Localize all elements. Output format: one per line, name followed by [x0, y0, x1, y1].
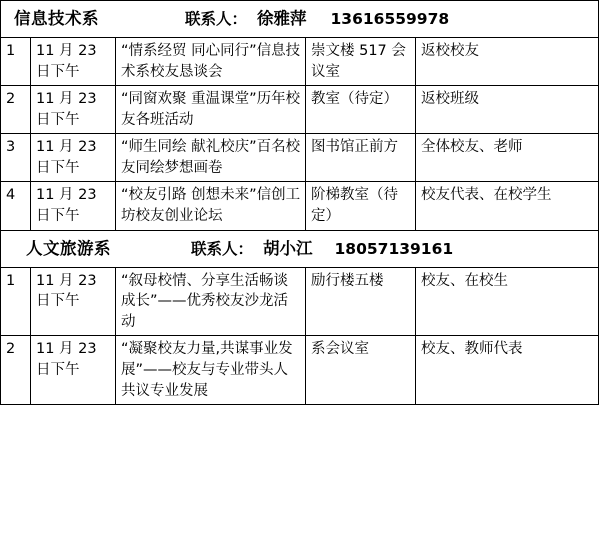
row-date: 11 月 23 日下午: [31, 336, 116, 405]
department-header-cell: [1, 1, 599, 38]
row-participants: 校友、教师代表: [416, 336, 599, 405]
row-index: 2: [1, 86, 31, 134]
row-date: 11 月 23 日下午: [31, 38, 116, 86]
row-index: 4: [1, 182, 31, 230]
row-date: 11 月 23 日下午: [31, 182, 116, 230]
row-place: 励行楼五楼: [306, 267, 416, 336]
table-row: [1, 38, 599, 86]
row-participants: 全体校友、老师: [416, 134, 599, 182]
row-date: 11 月 23 日下午: [31, 134, 116, 182]
department-header-row: [1, 1, 599, 38]
row-place: 图书馆正前方: [306, 134, 416, 182]
row-participants: 返校班级: [416, 86, 599, 134]
row-participants: 校友代表、在校学生: [416, 182, 599, 230]
contact-label: 联系人：: [185, 10, 248, 28]
row-activity: “师生同绘 献礼校庆”百名校友同绘梦想画卷: [116, 134, 306, 182]
row-index: 2: [1, 336, 31, 405]
department-name: 信息技术系: [14, 9, 99, 29]
table-row: [1, 267, 599, 336]
table-row: [1, 182, 599, 230]
row-participants: 返校校友: [416, 38, 599, 86]
contact-label: 联系人：: [191, 239, 254, 258]
department-header-cell: [1, 230, 599, 267]
row-date: 11 月 23 日下午: [31, 86, 116, 134]
row-activity: “校友引路 创想未来”信创工坊校友创业论坛: [116, 182, 306, 230]
row-place: 系会议室: [306, 336, 416, 405]
row-place: 阶梯教室（待定）: [306, 182, 416, 230]
row-date: 11 月 23 日下午: [31, 267, 116, 336]
table-row: [1, 86, 599, 134]
table-row: [1, 336, 599, 405]
department-name: 人文旅游系: [26, 238, 111, 258]
contact-phone: 18057139161: [334, 239, 454, 258]
contact-phone: 13616559978: [330, 10, 450, 28]
department-header-row: [1, 230, 599, 267]
row-participants: 校友、在校生: [416, 267, 599, 336]
row-index: 1: [1, 267, 31, 336]
row-index: 1: [1, 38, 31, 86]
row-activity: “叙母校情、分享生活畅谈成长”——优秀校友沙龙活动: [116, 267, 306, 336]
row-place: 教室（待定）: [306, 86, 416, 134]
row-place: 崇文楼 517 会议室: [306, 38, 416, 86]
row-activity: “同窗欢聚 重温课堂”历年校友各班活动: [116, 86, 306, 134]
contact-name: 胡小江: [263, 238, 313, 258]
contact-name: 徐雅萍: [257, 9, 307, 29]
row-index: 3: [1, 134, 31, 182]
row-activity: “情系经贸 同心同行”信息技术系校友恳谈会: [116, 38, 306, 86]
row-activity: “凝聚校友力量,共谋事业发展”——校友与专业带头人共议专业发展: [116, 336, 306, 405]
table-row: [1, 134, 599, 182]
